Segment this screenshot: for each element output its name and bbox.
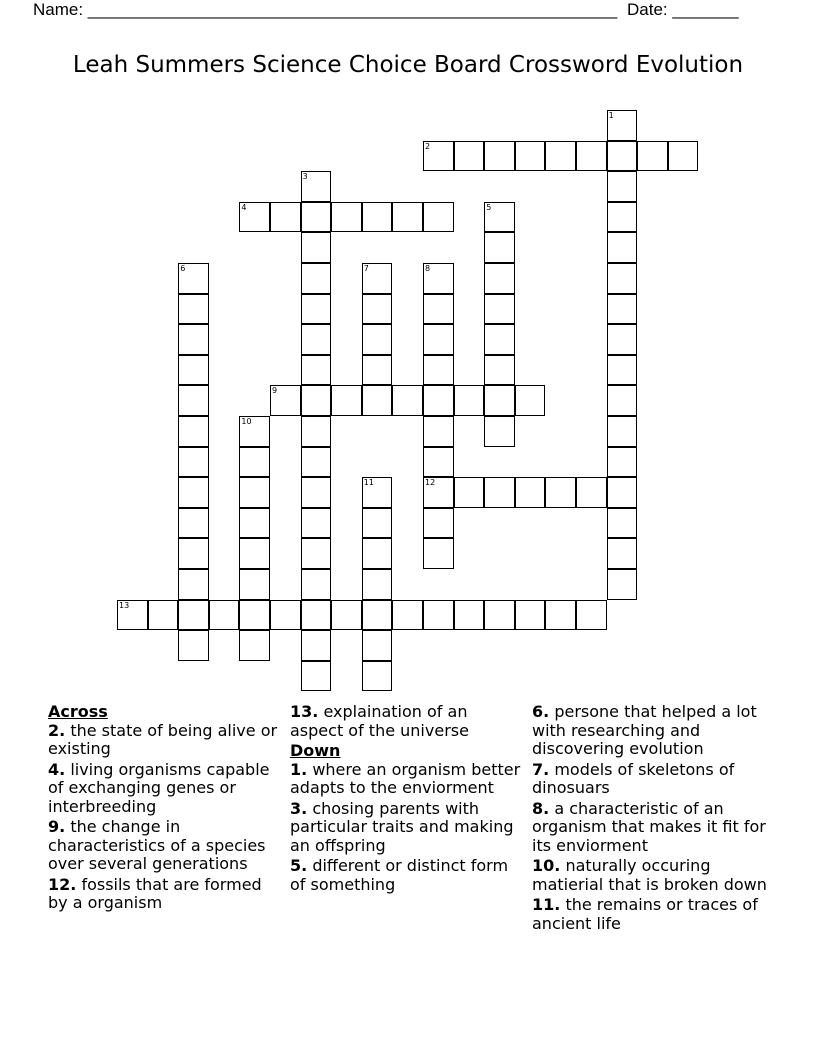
crossword-cell[interactable]: [117, 600, 148, 631]
crossword-cell[interactable]: [239, 569, 270, 600]
crossword-cell[interactable]: [545, 477, 576, 508]
crossword-cell[interactable]: [423, 263, 454, 294]
crossword-cell[interactable]: [301, 355, 332, 386]
clue-number: 4.: [48, 759, 66, 779]
crossword-cell[interactable]: [178, 385, 209, 416]
down-clue: [532, 857, 772, 894]
clue-text: models of skeletons of dinosuars: [532, 759, 735, 797]
clue-number: 3.: [290, 798, 308, 818]
across-clue: [48, 876, 283, 913]
crossword-cell[interactable]: [301, 569, 332, 600]
across-clue: [48, 818, 283, 874]
across-heading: Across: [48, 702, 108, 721]
crossword-cell[interactable]: [301, 538, 332, 569]
clue-number: 13.: [290, 702, 319, 721]
crossword-cell[interactable]: [239, 508, 270, 539]
crossword-cell[interactable]: [178, 569, 209, 600]
clue-number: 8.: [532, 798, 550, 818]
crossword-cell[interactable]: [178, 416, 209, 447]
crossword-cell[interactable]: [239, 447, 270, 478]
crossword-cell[interactable]: [301, 477, 332, 508]
crossword-cell[interactable]: [362, 508, 393, 539]
clue-number: 8: [425, 264, 431, 273]
crossword-cell[interactable]: [607, 263, 638, 294]
crossword-cell[interactable]: [301, 171, 332, 202]
clues-column-2: [290, 703, 525, 896]
clue-number: 1: [608, 111, 614, 120]
crossword-cell[interactable]: [178, 324, 209, 355]
crossword-cell[interactable]: [301, 508, 332, 539]
down-clue: [532, 703, 772, 759]
clue-number: 7: [363, 264, 369, 273]
crossword-cell[interactable]: [178, 294, 209, 325]
crossword-cell[interactable]: [301, 661, 332, 692]
clue-number: 2: [425, 141, 431, 151]
clue-text: explaination of an aspect of the universe: [290, 702, 469, 740]
crossword-cell[interactable]: [484, 202, 515, 233]
crossword-cell[interactable]: [178, 600, 209, 631]
name-field[interactable]: Name: ________________________________________________________: [33, 0, 618, 19]
crossword-cell[interactable]: [301, 416, 332, 447]
crossword-cell[interactable]: [454, 477, 485, 508]
across-clue: [48, 761, 283, 817]
crossword-cell[interactable]: [484, 141, 515, 172]
crossword-cell[interactable]: [301, 385, 332, 416]
crossword-cell[interactable]: [209, 600, 240, 631]
across-clue: [290, 703, 525, 740]
page-title: Leah Summers Science Choice Board Crossword Evolution: [72, 52, 744, 78]
crossword-cell[interactable]: [331, 385, 362, 416]
crossword-cell[interactable]: [607, 385, 638, 416]
crossword-cell[interactable]: [362, 294, 393, 325]
crossword-cell[interactable]: [301, 600, 332, 631]
crossword-cell[interactable]: [454, 600, 485, 631]
crossword-cell[interactable]: [607, 171, 638, 202]
crossword-cell[interactable]: [392, 202, 423, 233]
crossword-cell[interactable]: [607, 355, 638, 386]
crossword-cell[interactable]: [607, 141, 638, 172]
crossword-cell[interactable]: [607, 202, 638, 233]
crossword-cell[interactable]: [484, 324, 515, 355]
crossword-cell[interactable]: [362, 324, 393, 355]
crossword-cell[interactable]: [239, 477, 270, 508]
crossword-cell[interactable]: [362, 661, 393, 692]
down-clue: [532, 896, 772, 933]
crossword-cell[interactable]: [362, 538, 393, 569]
clue-number: 13: [119, 600, 130, 610]
clue-number: 4: [241, 202, 247, 212]
crossword-cell[interactable]: [239, 600, 270, 631]
crossword-cell[interactable]: [239, 416, 270, 447]
crossword-cell[interactable]: [362, 355, 393, 386]
crossword-cell[interactable]: [607, 569, 638, 600]
crossword-cell[interactable]: [270, 202, 301, 233]
clue-number: 11.: [532, 895, 561, 914]
crossword-cell[interactable]: [576, 141, 607, 172]
down-heading: Down: [290, 741, 341, 760]
crossword-cell[interactable]: [423, 355, 454, 386]
crossword-cell[interactable]: [331, 202, 362, 233]
crossword-cell[interactable]: [178, 477, 209, 508]
clue-number: 12: [425, 478, 436, 488]
crossword-cell[interactable]: [423, 508, 454, 539]
crossword-cell[interactable]: [423, 447, 454, 478]
crossword-cell[interactable]: [545, 141, 576, 172]
crossword-cell[interactable]: [423, 538, 454, 569]
clue-text: where an organism better adapts to the enviorment: [290, 759, 521, 797]
clue-text: the change in characteristics of a species over several generations: [48, 817, 266, 873]
crossword-cell[interactable]: [178, 508, 209, 539]
crossword-cell[interactable]: [239, 630, 270, 661]
crossword-cell[interactable]: [423, 600, 454, 631]
clue-text: the state of being alive or existing: [48, 720, 278, 758]
crossword-cell[interactable]: [484, 385, 515, 416]
crossword-cell[interactable]: [239, 202, 270, 233]
clue-text: the remains or traces of ancient life: [532, 895, 758, 933]
clue-number: 11: [363, 478, 374, 488]
crossword-cell[interactable]: [607, 477, 638, 508]
crossword-cell[interactable]: [607, 416, 638, 447]
clue-text: fossils that are formed by a organism: [48, 874, 262, 912]
crossword-cell[interactable]: [178, 447, 209, 478]
clue-number: 3: [302, 172, 308, 182]
crossword-cell[interactable]: [607, 538, 638, 569]
clue-text: persone that helped a lot with researching and discovering evolution: [532, 702, 757, 758]
crossword-cell[interactable]: [178, 538, 209, 569]
crossword-cell[interactable]: [484, 477, 515, 508]
clue-number: 9.: [48, 817, 66, 836]
clue-text: a characteristic of an organism that makes it fit for its enviorment: [532, 798, 766, 855]
crossword-cell[interactable]: [484, 294, 515, 325]
down-clue: [290, 761, 525, 798]
clue-number: 6.: [532, 702, 550, 721]
date-field[interactable]: Date: _______: [627, 0, 739, 19]
down-clue: [290, 857, 525, 894]
crossword-cell[interactable]: [423, 202, 454, 233]
crossword-cell[interactable]: [270, 385, 301, 416]
crossword-cell[interactable]: [484, 600, 515, 631]
crossword-cell[interactable]: [301, 232, 332, 263]
crossword-cell[interactable]: [362, 630, 393, 661]
clue-text: living organisms capable of exchanging genes or interbreeding: [48, 759, 270, 816]
crossword-cell[interactable]: [178, 355, 209, 386]
clue-text: naturally occuring matierial that is broken down: [532, 856, 767, 894]
clue-number: 12.: [48, 874, 77, 894]
crossword-cell[interactable]: [362, 263, 393, 294]
crossword-cell[interactable]: [423, 294, 454, 325]
crossword-cell[interactable]: [545, 600, 576, 631]
crossword-cell[interactable]: [454, 385, 485, 416]
crossword-cell[interactable]: [423, 477, 454, 508]
crossword-cell[interactable]: [484, 263, 515, 294]
crossword-cell[interactable]: [607, 110, 638, 141]
crossword-cell[interactable]: [301, 630, 332, 661]
crossword-cell[interactable]: [362, 477, 393, 508]
crossword-cell[interactable]: [607, 232, 638, 263]
crossword-cell[interactable]: [178, 263, 209, 294]
crossword-cell[interactable]: [607, 508, 638, 539]
clue-number: 1.: [290, 759, 308, 779]
crossword-cell[interactable]: [148, 600, 179, 631]
crossword-cell[interactable]: [301, 447, 332, 478]
crossword-cell[interactable]: [607, 294, 638, 325]
crossword-cell[interactable]: [362, 569, 393, 600]
crossword-cell[interactable]: [423, 416, 454, 447]
down-clue: [532, 800, 772, 856]
crossword-cell[interactable]: [515, 385, 546, 416]
clue-number: 7.: [532, 759, 550, 779]
crossword-cell[interactable]: [239, 538, 270, 569]
crossword-cell[interactable]: [423, 141, 454, 172]
clue-text: chosing parents with particular traits and making an offspring: [290, 798, 514, 855]
down-clue: [532, 761, 772, 798]
clue-number: 10: [241, 417, 252, 426]
clues-column-3: [532, 703, 772, 935]
across-clue: [48, 722, 283, 759]
crossword-cell[interactable]: [515, 477, 546, 508]
crossword-cell[interactable]: [515, 600, 546, 631]
crossword-cell[interactable]: [668, 141, 699, 172]
clue-number: 9: [272, 386, 278, 396]
crossword-cell[interactable]: [423, 324, 454, 355]
clue-number: 5.: [290, 856, 308, 875]
crossword-cell[interactable]: [392, 385, 423, 416]
crossword-cell[interactable]: [392, 600, 423, 631]
crossword-cell[interactable]: [362, 385, 393, 416]
crossword-cell[interactable]: [607, 324, 638, 355]
crossword-cell[interactable]: [423, 385, 454, 416]
crossword-cell[interactable]: [178, 630, 209, 661]
crossword-cell[interactable]: [331, 600, 362, 631]
crossword-cell[interactable]: [301, 324, 332, 355]
crossword-cell[interactable]: [362, 202, 393, 233]
crossword-cell[interactable]: [301, 202, 332, 233]
down-clue: [290, 800, 525, 856]
crossword-cell[interactable]: [301, 263, 332, 294]
clue-number: 5: [486, 202, 492, 212]
crossword-cell[interactable]: [362, 600, 393, 631]
clue-number: 10.: [532, 856, 561, 875]
crossword-cell[interactable]: [576, 477, 607, 508]
crossword-cell[interactable]: [576, 600, 607, 631]
crossword-cell[interactable]: [270, 600, 301, 631]
crossword-cell[interactable]: [301, 294, 332, 325]
crossword-cell[interactable]: [484, 416, 515, 447]
crossword-cell[interactable]: [484, 232, 515, 263]
crossword-cell[interactable]: [454, 141, 485, 172]
clue-number: 6: [180, 264, 186, 273]
crossword-cell[interactable]: [515, 141, 546, 172]
clues-column-1: [48, 703, 283, 915]
clue-text: different or distinct form of something: [290, 856, 509, 894]
crossword-cell[interactable]: [484, 355, 515, 386]
crossword-cell[interactable]: [607, 447, 638, 478]
clue-number: 2.: [48, 720, 66, 740]
crossword-cell[interactable]: [637, 141, 668, 172]
